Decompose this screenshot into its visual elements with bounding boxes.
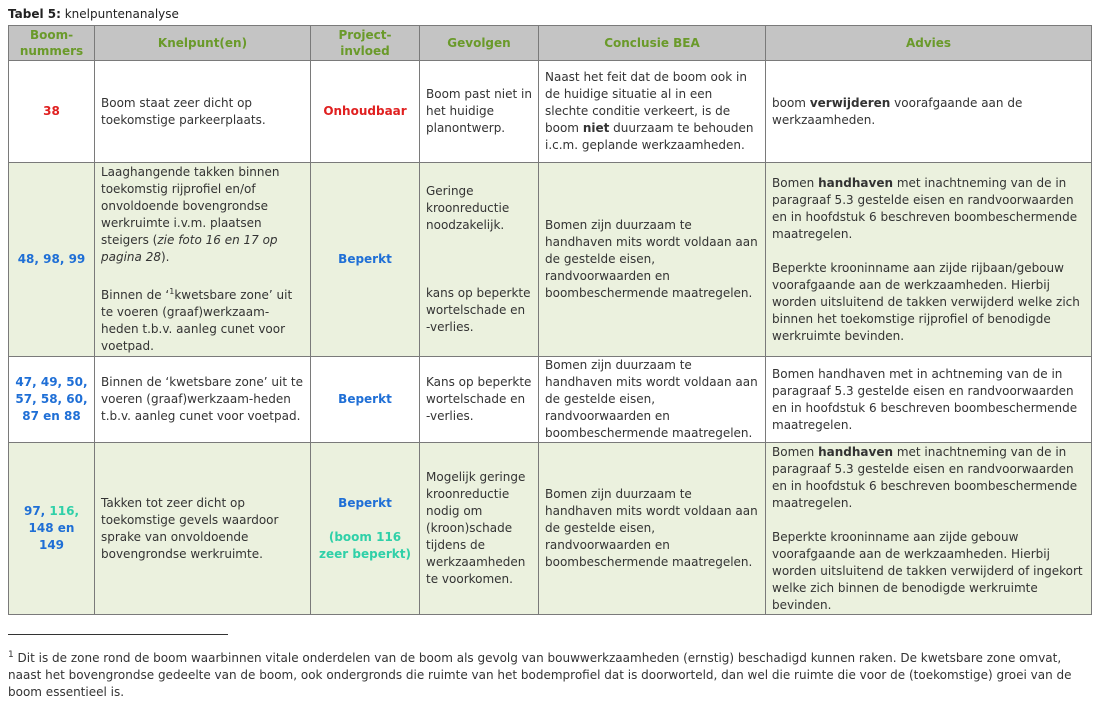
row3-advies: Bomen handhaven met in achtneming van de in paragraaf 5.3 gestelde eisen en randvoorwaarden en in hoofdstuk 6 beschreven boombeschermende maatregelen. xyxy=(766,357,1092,443)
row1-knelpunt: Boom staat zeer dicht op toekomstige parkeerplaats. xyxy=(95,61,311,163)
row3-knelpunt: Binnen de ‘kwetsbare zone’ uit te voeren (graaf)werkzaam-heden t.b.v. aanleg cunet voor voetpad. xyxy=(95,357,311,443)
footnote-text: Dit is de zone rond de boom waarbinnen vitale onderdelen van de boom als gevolg van bouwwerkzaamheden (ernstig) beschadigd kunnen raken. De kwetsbare zone omvat, naast het bovengrondse gedeelte van de boom, ook ondergronds die ruimte van het bodemprofiel dat is doorworteld, dan wel die ruimte die voor de (toekomstige) groei van de boom essentieel is. xyxy=(8,651,1072,699)
header-projectinvloed: Project-invloed xyxy=(311,26,420,61)
row3-gevolgen: Kans op beperkte wortelschade en -verlies. xyxy=(420,357,539,443)
row2-projectinvloed: Beperkt xyxy=(311,163,420,357)
row2-advies xyxy=(766,163,1092,357)
table-row xyxy=(9,163,1092,357)
row2-knelpunt-p2b: kwetsbare zone’ uit te voeren (graaf)werkzaam-heden t.b.v. aanleg cunet voor voetpad. xyxy=(101,288,293,353)
row1-boomnummers: 38 xyxy=(9,61,95,163)
row3-projectinvloed: Beperkt xyxy=(311,357,420,443)
row4-gevolgen: Mogelijk geringe kroonreductie nodig om (kroon)schade tijdens de werkzaamheden te voorkomen. xyxy=(420,443,539,615)
row4-invloed-main: Beperkt xyxy=(338,495,392,510)
row1-advies xyxy=(766,61,1092,163)
row4-knelpunt: Takken tot zeer dicht op toekomstige gevels waardoor sprake van onvoldoende bovengrondse werkruimte. xyxy=(95,443,311,615)
row4-boomnummers xyxy=(9,443,95,615)
row2-knelpunt-p2 xyxy=(101,283,304,355)
row4-advies-c: met inachtneming van de in paragraaf 5.3 gestelde eisen en randvoorwaarden en in hoofdstuk 6 beschreven boombeschermende maatregelen. xyxy=(772,444,1078,510)
row2-advies-p2: Beperkte krooninname aan zijde rijbaan/gebouw voorafgaande aan de werkzaamheden. Hierbij worden uitsluitend de takken verwijderd welke zich binnen het toekomstige rijprofiel of benodigde werkruimte bevinden. xyxy=(772,260,1080,343)
row4-advies-p1 xyxy=(772,444,1085,512)
row2-advies-p1 xyxy=(772,175,1085,243)
row1-advies-bold: verwijderen xyxy=(809,95,891,110)
row4-nums-a: 97, xyxy=(23,504,46,518)
row3-conclusie: Bomen zijn duurzaam te handhaven mits wordt voldaan aan de gestelde eisen, randvoorwaarden en boombeschermende maatregelen. xyxy=(539,357,766,443)
row2-knelpunt-italic: zie foto 16 en 17 op pagina 28 xyxy=(101,233,278,264)
row2-gevolgen-p2: kans op beperkte wortelschade en -verlies. xyxy=(426,286,531,334)
row4-advies-bold: handhaven xyxy=(818,444,893,459)
row2-knelpunt-p2a: Binnen de ‘ xyxy=(101,288,170,302)
footnote-marker: 1 xyxy=(8,650,14,660)
row1-advies-c: voorafgaande aan de werkzaamheden. xyxy=(772,95,1023,127)
row2-knelpunt-end: ). xyxy=(160,250,170,264)
knelpunten-table xyxy=(8,25,1092,615)
footnote xyxy=(8,647,1090,701)
table-row xyxy=(9,443,1092,615)
footnote-ref: 1 xyxy=(169,287,175,296)
row1-conclusie-c: duurzaam te behouden i.c.m. geplande werkzaamheden. xyxy=(545,121,754,152)
row1-projectinvloed: Onhoudbaar xyxy=(311,61,420,163)
row2-gevolgen xyxy=(420,163,539,357)
header-gevolgen: Gevolgen xyxy=(420,26,539,61)
row2-advies-c: met inachtneming van de in paragraaf 5.3 gestelde eisen en randvoorwaarden en in hoofdstuk 6 beschreven boombeschermende maatregelen. xyxy=(772,175,1078,241)
row2-knelpunt xyxy=(95,163,311,357)
row4-conclusie: Bomen zijn duurzaam te handhaven mits wordt voldaan aan de gestelde eisen, randvoorwaarden en boombeschermende maatregelen. xyxy=(539,443,766,615)
row4-advies xyxy=(766,443,1092,615)
row4-advies-p2: Beperkte krooninname aan zijde gebouw voorafgaande aan de werkzaamheden. Hierbij worden uitsluitend de takken verwijderd of ingekort welke zich binnen de benodigde werkruimte bevinden. xyxy=(772,529,1083,612)
row1-conclusie-bold: niet xyxy=(582,121,610,135)
caption-title: knelpuntenanalyse xyxy=(64,7,179,21)
row4-nums-c: 148 en 149 xyxy=(28,521,75,552)
row1-advies-a: boom xyxy=(772,95,810,110)
row2-gevolgen-p1: Geringe kroonreductie noodzakelijk. xyxy=(426,184,510,232)
row2-conclusie: Bomen zijn duurzaam te handhaven mits wordt voldaan aan de gestelde eisen, randvoorwaarden en boombeschermende maatregelen. xyxy=(539,163,766,357)
row2-advies-bold: handhaven xyxy=(818,175,893,190)
row1-conclusie xyxy=(539,61,766,163)
row1-conclusie-a: Naast het feit dat de boom ook in de huidige situatie al in een slechte conditie verkeert, is de boom xyxy=(545,70,747,135)
header-boomnummers: Boom-nummers xyxy=(9,26,95,61)
footnote-divider xyxy=(8,634,228,635)
caption-label: Tabel 5: xyxy=(8,7,61,21)
row4-advies-a: Bomen xyxy=(772,444,819,459)
header-knelpunten: Knelpunt(en) xyxy=(95,26,311,61)
row2-advies-a: Bomen xyxy=(772,175,819,190)
table-header-row xyxy=(9,26,1092,61)
table-row xyxy=(9,61,1092,163)
header-conclusie: Conclusie BEA xyxy=(539,26,766,61)
row4-invloed-note: (boom 116 zeer beperkt) xyxy=(319,529,411,561)
row4-projectinvloed xyxy=(311,443,420,615)
row2-boomnummers: 48, 98, 99 xyxy=(9,163,95,357)
row2-knelpunt-p1 xyxy=(101,164,304,266)
row4-nums-b: 116, xyxy=(49,504,80,518)
header-advies: Advies xyxy=(766,26,1092,61)
row2-knelpunt-text: Laaghangende takken binnen toekomstig rijprofiel en/of onvoldoende bovengrondse werkruimte i.v.m. plaatsen steigers ( xyxy=(101,165,280,247)
table-caption xyxy=(8,7,179,21)
row3-boomnummers: 47, 49, 50, 57, 58, 60, 87 en 88 xyxy=(9,357,95,443)
row1-gevolgen: Boom past niet in het huidige planontwerp. xyxy=(420,61,539,163)
table-row xyxy=(9,357,1092,443)
